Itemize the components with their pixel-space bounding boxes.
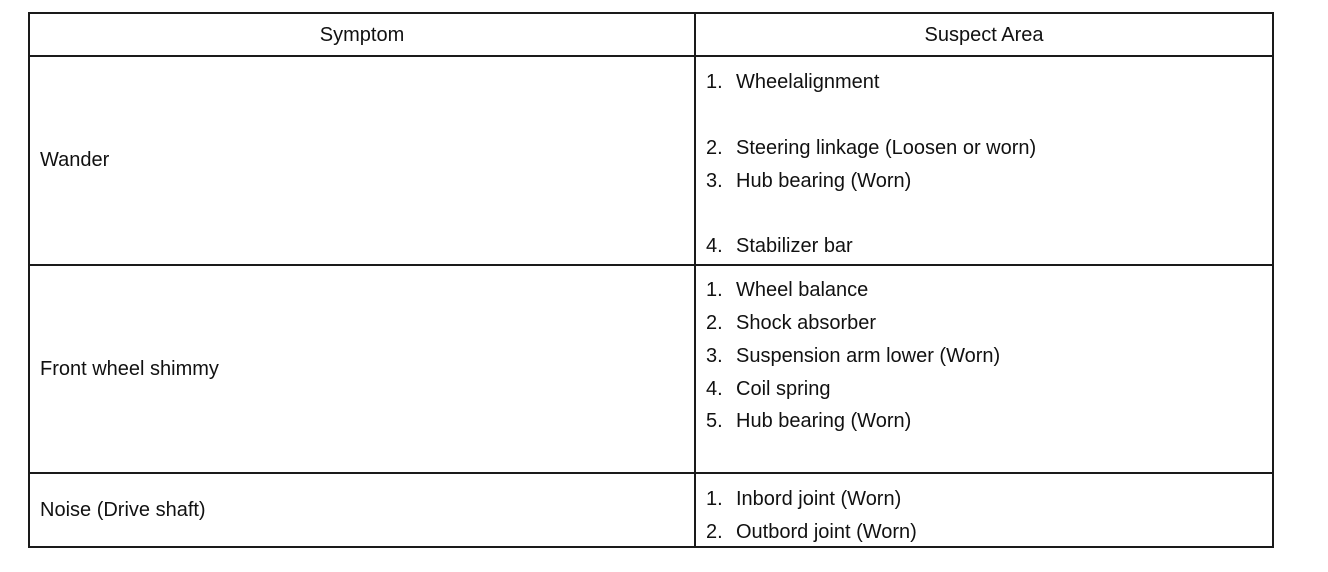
item-text: Wheelalignment [736, 71, 880, 93]
suspect-item [706, 71, 879, 94]
item-number: 2. [706, 312, 723, 334]
suspect-item [706, 345, 1000, 368]
suspect-item [706, 170, 911, 193]
suspect-item [706, 312, 876, 335]
item-text: Stabilizer bar [736, 235, 853, 257]
item-text: Coil spring [736, 378, 831, 400]
column-divider [694, 14, 696, 546]
item-number: 3. [706, 345, 723, 367]
header-symptom: Symptom [319, 24, 405, 46]
item-number: 4. [706, 235, 723, 257]
symptom-cell: Wander [40, 149, 110, 171]
item-text: Suspension arm lower (Worn) [736, 345, 1001, 367]
item-text: Hub bearing (Worn) [736, 170, 912, 192]
item-number: 2. [706, 137, 723, 159]
item-number: 2. [706, 521, 723, 543]
item-text: Wheel balance [736, 279, 869, 301]
symptom-cell: Front wheel shimmy [40, 357, 219, 380]
symptom-cell: Noise (Drive shaft) [40, 498, 206, 521]
suspect-item [706, 235, 853, 258]
item-text: Inbord joint (Worn) [736, 488, 902, 510]
item-text: Hub bearing (Worn) [736, 410, 912, 432]
suspect-item [706, 410, 911, 433]
item-text: Outbord joint (Worn) [736, 521, 917, 543]
symptom-table [28, 12, 1274, 548]
row-divider-2 [30, 472, 1272, 474]
item-number: 5. [706, 410, 723, 432]
item-text: Steering linkage (Loosen or worn) [736, 137, 1037, 159]
suspect-item [706, 378, 830, 401]
item-number: 4. [706, 378, 723, 400]
item-number: 1. [706, 279, 723, 301]
suspect-item [706, 279, 868, 302]
item-text: Shock absorber [736, 312, 877, 334]
item-number: 3. [706, 170, 723, 192]
item-number: 1. [706, 488, 723, 510]
suspect-item [706, 137, 1036, 160]
header-suspect-area: Suspect Area [924, 24, 1044, 46]
suspect-item [706, 521, 917, 544]
item-number: 1. [706, 71, 723, 93]
suspect-item [706, 488, 901, 511]
